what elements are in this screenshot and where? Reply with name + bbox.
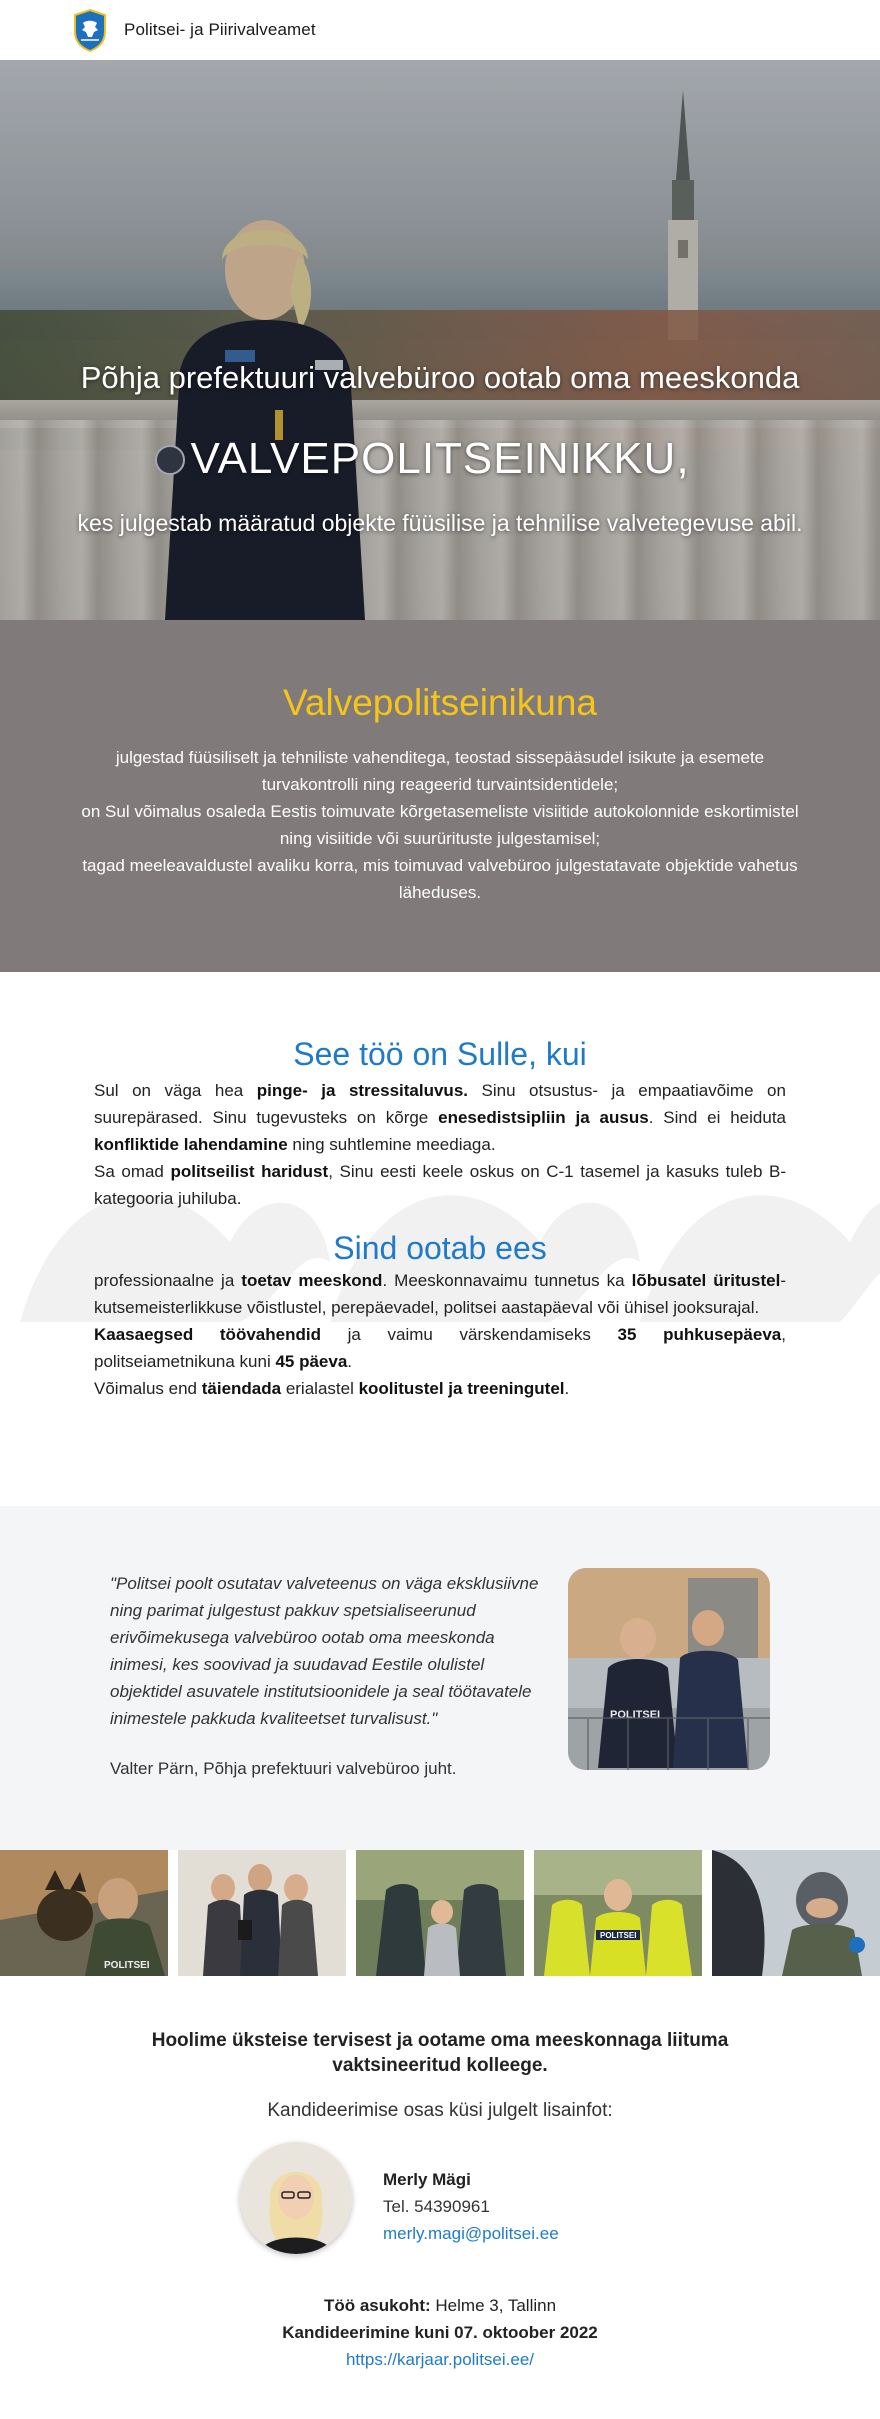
- contact-section: [0, 1976, 880, 2419]
- vaccination-notice: [0, 2028, 880, 2078]
- text-fragment: vaktsineeritud kolleege.: [332, 2055, 548, 2076]
- hero-banner: [0, 60, 880, 620]
- text-highlight: enesedistsipliin ja ausus: [438, 1108, 649, 1127]
- text-fragment: , politseiametnikuna kuni: [94, 1325, 786, 1371]
- duties-section: [0, 620, 880, 972]
- police-dog-photo: [0, 1850, 168, 1976]
- officers-at-fence-photo: [568, 1568, 770, 1770]
- text-highlight: 35 puhkusepäeva: [617, 1325, 782, 1344]
- site-header: [0, 0, 880, 60]
- contact-card: [240, 2142, 660, 2262]
- text-fragment: . Sind ei heiduta: [648, 1108, 786, 1127]
- patrol-officers-photo: [534, 1850, 702, 1976]
- benefits-paragraph-3: [94, 1375, 786, 1402]
- officers-with-child-photo: [356, 1850, 524, 1976]
- hero-text-block: [0, 360, 880, 537]
- text-fragment: Sa omad: [94, 1162, 171, 1181]
- text-fragment: .: [564, 1379, 570, 1398]
- for-you-heading: See töö on Sulle, kui: [293, 1036, 587, 1072]
- helicopter-pilot-photo: [712, 1850, 880, 1976]
- location-label: Töö asukoht:: [323, 2296, 431, 2315]
- avatar: [240, 2142, 352, 2254]
- quote-author: Valter Pärn, Põhja prefektuuri valvebüroo juht.: [110, 1759, 457, 1778]
- text-fragment: Sinu otsustus- ja empaatiavõime on suurepärased. Sinu tugevusteks on kõrge: [94, 1081, 786, 1127]
- group-of-officers-photo: [178, 1850, 346, 1976]
- politsei-label: POLITSEI: [610, 1709, 661, 1721]
- text-fragment: -kutsemeisterlikkuse võistlustel, perepäevadel, politsei aastapäeval või ühisel jooksurajal.: [94, 1271, 786, 1317]
- benefits-paragraph-2: [94, 1321, 786, 1375]
- job-location: [0, 2292, 880, 2319]
- hero-subtitle: kes julgestab määratud objekte füüsilise ja tehnilise valvetegevuse abil.: [77, 510, 803, 536]
- for-you-paragraph-2: [94, 1158, 786, 1212]
- hero-title: VALVEPOLITSEINIKKU,: [190, 434, 690, 483]
- text-fragment: , Sinu eesti keele oskus on C-1 tasemel ja kasuks tuleb B-kategooria juhiluba.: [94, 1162, 787, 1208]
- text-fragment: professionaalne ja: [94, 1271, 242, 1290]
- text-highlight: konfliktide lahendamine: [94, 1135, 288, 1154]
- duty-item: tagad meeleavaldustel avaliku korra, mis toimuvad valvebüroo julgestatavate objektide vahetus läheduses.: [82, 856, 798, 902]
- text-highlight: politseilist haridust: [170, 1162, 329, 1181]
- requirements-content: [94, 1036, 786, 1402]
- text-fragment: erialastel: [281, 1379, 359, 1398]
- contact-email-link[interactable]: merly.magi@politsei.ee: [383, 2224, 559, 2243]
- text-highlight: koolitustel ja treeningutel: [358, 1379, 565, 1398]
- application-deadline: Kandideerimine kuni 07. oktoober 2022: [282, 2323, 598, 2342]
- text-fragment: ning suhtlemine meediaga.: [287, 1135, 496, 1154]
- text-highlight: 45 päeva: [275, 1352, 348, 1371]
- coat-of-arms-shield-icon[interactable]: [72, 8, 108, 52]
- leader-quote: "Politsei poolt osutatav valveteenus on väga eksklusiivne ning parimat julgestust pakkuv spetsialiseerunud erivõimekusega valvebüroo ootab oma meeskonda inimesi, kes soovivad ja suudavad Eestile olulistel objektidel asuvatele institutsioonidele ja seal töötavatele inimestele pakkuda kvaliteetset turvalisust.": [110, 1574, 539, 1728]
- text-highlight: lõbusatel üritustel: [631, 1271, 781, 1290]
- benefits-paragraph-1: [94, 1267, 786, 1321]
- photo-strip: [0, 1850, 880, 1976]
- contact-name: Merly Mägi: [383, 2170, 471, 2189]
- contact-intro: Kandideerimise osas küsi julgelt lisainfot:: [267, 2100, 613, 2121]
- text-fragment: Võimalus end: [94, 1379, 202, 1398]
- quote-section: [0, 1506, 880, 1850]
- duties-text: [80, 744, 800, 906]
- job-details: [0, 2292, 880, 2373]
- duties-heading: Valvepolitseinikuna: [282, 682, 597, 723]
- text-fragment: .: [347, 1352, 353, 1371]
- location-value: Helme 3, Tallinn: [430, 2296, 557, 2315]
- text-highlight: pinge- ja stressitaluvus.: [256, 1081, 468, 1100]
- org-name[interactable]: Politsei- ja Piirivalveamet: [124, 20, 316, 39]
- text-fragment: ja vaimu värskendamiseks: [320, 1325, 618, 1344]
- politsei-label: POLITSEI: [600, 1931, 637, 1940]
- text-fragment: Hoolime üksteise tervisest ja ootame oma meeskonnaga liituma: [151, 2030, 729, 2051]
- text-fragment: Sul on väga hea: [94, 1081, 257, 1100]
- duty-item: on Sul võimalus osaleda Eestis toimuvate kõrgetasemeliste visiitide autokolonnide eskortimistel ning visiitide või suurürituste julgestamisel;: [81, 802, 799, 848]
- requirements-section: [0, 972, 880, 1506]
- contact-phone[interactable]: Tel. 54390961: [383, 2197, 490, 2216]
- duty-item: julgestad füüsiliselt ja tehniliste vahenditega, teostad sissepääsudel isikute ja esemete turvakontrolli ning reageerid turvaintsidentidele;: [115, 748, 765, 794]
- for-you-paragraph-1: [94, 1077, 786, 1158]
- contact-info: [383, 2166, 559, 2247]
- benefits-heading: Sind ootab ees: [333, 1230, 547, 1266]
- text-highlight: toetav meeskond: [241, 1271, 383, 1290]
- career-site-link[interactable]: https://karjaar.politsei.ee/: [345, 2350, 535, 2369]
- text-highlight: Kaasaegsed töövahendid: [94, 1325, 321, 1344]
- politsei-label: POLITSEI: [104, 1960, 150, 1971]
- text-fragment: . Meeskonnavaimu tunnetus ka: [382, 1271, 632, 1290]
- text-highlight: täiendada: [201, 1379, 282, 1398]
- hero-intro: Põhja prefektuuri valvebüroo ootab oma meeskonda: [80, 360, 800, 395]
